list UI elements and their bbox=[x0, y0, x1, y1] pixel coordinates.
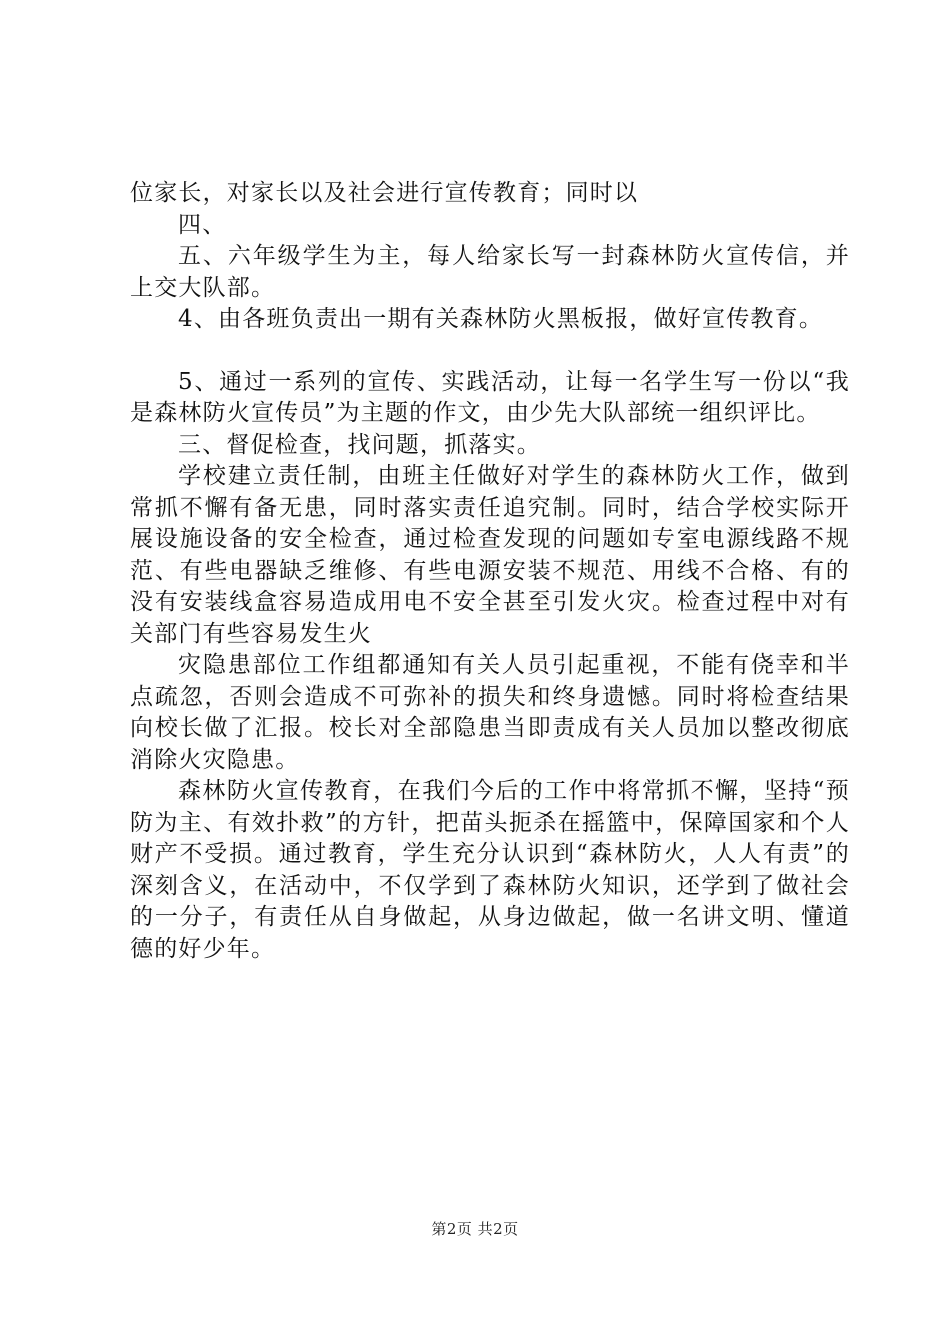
page-number-footer: 第2页 共2页 bbox=[431, 1220, 519, 1238]
paragraph-conclusion: 森林防火宣传教育，在我们今后的工作中将常抓不懈，坚持“预防为主、有效扑救”的方针，把苗头扼杀在摇篮中，保障国家和个人财产不受损。通过教育，学生充分认识到“森林防火，人人有责”的深刻含义，在活动中，不仅学到了森林防火知识，还学到了做社会的一分子，有责任从自身做起，从身边做起，做一名讲文明、懂道德的好少年。 bbox=[130, 778, 850, 962]
paragraph-continuation: 位家长，对家长以及社会进行宣传教育；同时以 bbox=[130, 180, 639, 206]
paragraph-section-four: 四、 bbox=[178, 211, 227, 238]
paragraph-hazards: 灾隐患部位工作组都通知有关人员引起重视，不能有侥幸和半点疏忽，否则会造成不可弥补的损失和终身遗憾。同时将检查结果向校长做了汇报。校长对全部隐患当即责成有关人员加以整改彻底消除火灾隐患。 bbox=[130, 652, 850, 773]
paragraph-blackboard: 4、由各班负责出一期有关森林防火黑板报，做好宣传教育。 bbox=[178, 306, 824, 332]
paragraph-responsibility: 学校建立责任制，由班主任做好对学生的森林防火工作，做到常抓不懈有备无患，同时落实责任追究制。同时，结合学校实际开展设施设备的安全检查，通过检查发现的问题如专室电源线路不规范、有些电器缺乏维修、有些电源安装不规范、用线不合格、有的没有安装线盒容易造成用电不安全甚至引发火灾。检查过程中对有关部门有些容易发生火 bbox=[130, 463, 850, 647]
section-heading-inspection: 三、督促检查，找问题，抓落实。 bbox=[178, 431, 541, 458]
paragraph-essay: 5、通过一系列的宣传、实践活动，让每一名学生写一份以“我是森林防火宣传员”为主题的作文，由少先大队部统一组织评比。 bbox=[130, 368, 850, 426]
document-body bbox=[130, 178, 850, 965]
paragraph-grade-letter: 五、六年级学生为主，每人给家长写一封森林防火宣传信，并上交大队部。 bbox=[130, 243, 850, 301]
